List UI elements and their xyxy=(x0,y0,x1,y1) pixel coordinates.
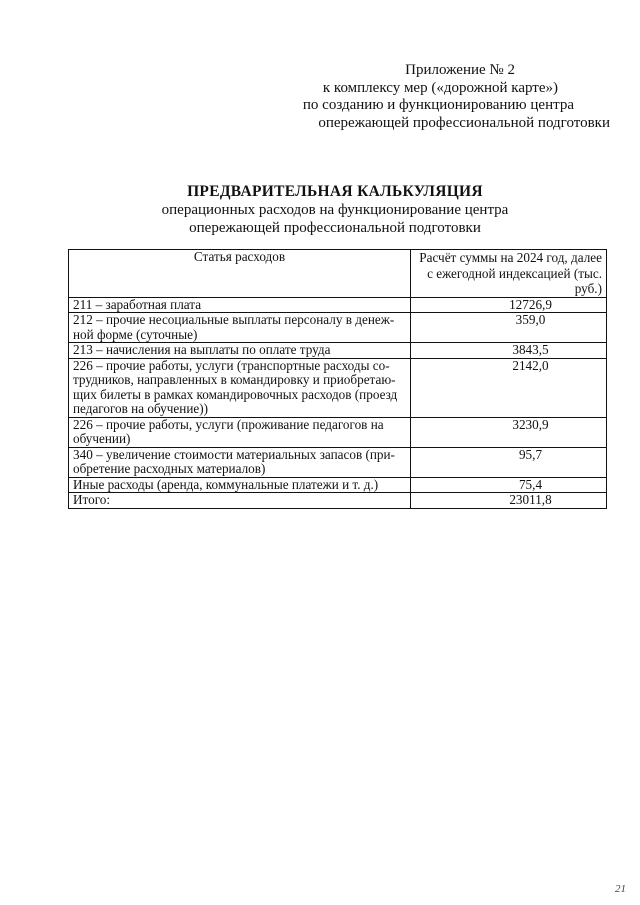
row-amount xyxy=(411,343,607,359)
title-sub-line: операционных расходов на функционирование центра xyxy=(161,202,509,218)
table-row xyxy=(69,313,607,343)
table-row xyxy=(69,297,607,313)
document-title xyxy=(0,182,640,237)
title-sub-line: опережающей профессиональной подготовки xyxy=(189,220,481,236)
row-item-line: 226 – прочие работы, услуги (транспортные расходы со- xyxy=(73,357,390,373)
row-item xyxy=(69,313,411,343)
row-item xyxy=(69,477,411,493)
header-item-label: Статья расходов xyxy=(193,249,286,264)
row-item-line: щих билеты в рамках командировочных расходов (проезд xyxy=(73,386,398,402)
calculation-table xyxy=(68,249,607,509)
row-amount xyxy=(411,358,607,417)
row-item xyxy=(69,493,411,509)
row-item-line: 213 – начисления на выплаты по оплате труда xyxy=(73,342,331,357)
row-amount-value: 95,7 xyxy=(518,446,543,462)
row-item xyxy=(69,417,411,447)
table-row xyxy=(69,417,607,447)
row-item xyxy=(69,343,411,359)
row-item-line: Итого: xyxy=(73,492,111,507)
row-amount-value: 3230,9 xyxy=(512,416,549,432)
row-item-line: педагогов на обучение)) xyxy=(73,401,209,416)
appendix-line: по созданию и функционированию центра xyxy=(302,97,574,113)
row-amount xyxy=(411,493,607,509)
row-amount xyxy=(411,417,607,447)
row-amount xyxy=(411,477,607,493)
appendix-line: Приложение № 2 xyxy=(405,62,515,78)
row-item-line: 340 – увеличение стоимости материальных запасов (при- xyxy=(73,446,395,462)
row-item xyxy=(69,447,411,477)
row-amount-value: 359,0 xyxy=(515,312,546,327)
row-amount-value: 75,4 xyxy=(518,476,543,492)
row-amount-value: 12726,9 xyxy=(509,296,552,312)
row-item-line: Иные расходы (аренда, коммунальные платежи и т. д.) xyxy=(73,476,379,492)
row-item-line: 226 – прочие работы, услуги (проживание педагогов на xyxy=(73,416,384,432)
header-amount xyxy=(411,250,607,298)
header-amount-line: Расчёт суммы на 2024 год, далее xyxy=(419,250,602,265)
row-item-line: 212 – прочие несоциальные выплаты персоналу в денеж- xyxy=(73,312,395,327)
header-item xyxy=(69,250,411,298)
row-amount xyxy=(411,313,607,343)
row-item-line: обучении) xyxy=(73,431,131,446)
page-number: 21 xyxy=(615,883,626,895)
row-amount xyxy=(411,447,607,477)
table-row xyxy=(69,343,607,359)
row-item-line: 211 – заработная плата xyxy=(73,296,202,312)
table-row xyxy=(69,447,607,477)
appendix-block xyxy=(250,62,610,132)
row-amount-value: 3843,5 xyxy=(512,342,549,357)
table-row xyxy=(69,477,607,493)
row-item-line: ной форме (суточные) xyxy=(73,326,198,342)
header-amount-line: руб.) xyxy=(574,281,602,296)
row-item-line: трудников, направленных в командировку и приобретаю- xyxy=(73,372,396,387)
row-amount-value: 23011,8 xyxy=(509,492,552,507)
row-item-line: обретение расходных материалов) xyxy=(73,461,266,476)
table-header-row xyxy=(69,250,607,298)
appendix-line: к комплексу мер («дорожной карте») xyxy=(322,79,558,96)
table-row xyxy=(69,358,607,417)
row-item xyxy=(69,358,411,417)
title-main: ПРЕДВАРИТЕЛЬНАЯ КАЛЬКУЛЯЦИЯ xyxy=(187,183,483,200)
header-amount-line: с ежегодной индексацией (тыс. xyxy=(427,265,602,281)
appendix-line: опережающей профессиональной подготовки xyxy=(318,114,610,131)
row-amount-value: 2142,0 xyxy=(512,357,549,373)
table-total-row xyxy=(69,493,607,509)
row-amount xyxy=(411,297,607,313)
row-item xyxy=(69,297,411,313)
